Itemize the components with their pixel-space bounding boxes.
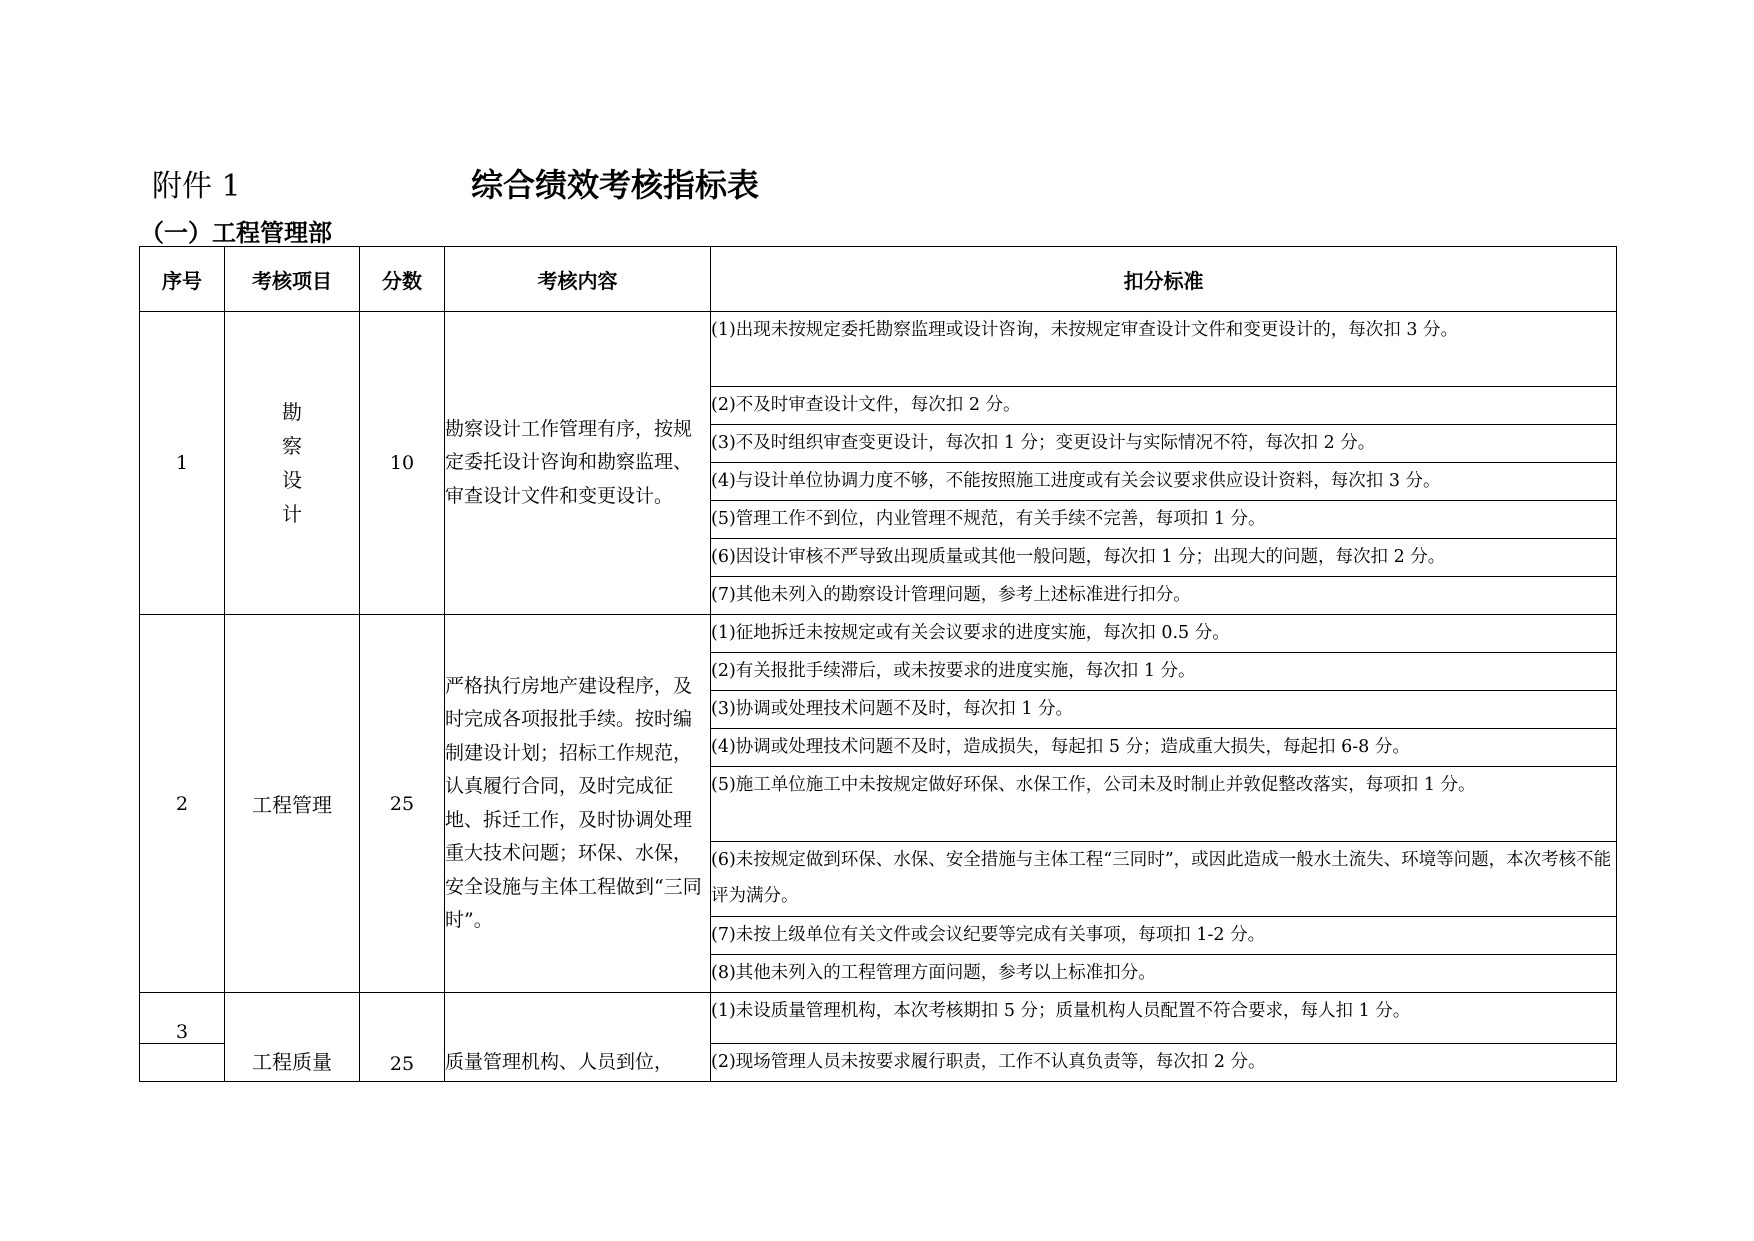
- header-seq: 序号: [140, 247, 225, 312]
- section-heading: （一）工程管理部: [140, 219, 332, 247]
- criteria-item: (3)协调或处理技术问题不及时，每次扣 1 分。: [711, 691, 1617, 729]
- criteria-item: (5)管理工作不到位，内业管理不规范，有关手续不完善，每项扣 1 分。: [711, 501, 1617, 539]
- row-item-text: 勘察设计: [282, 400, 302, 526]
- row-item: [225, 312, 360, 615]
- table-row: [140, 993, 1617, 1044]
- header-score: 分数: [360, 247, 445, 312]
- criteria-item: (4)与设计单位协调力度不够，不能按照施工进度或有关会议要求供应设计资料，每次扣 3 分。: [711, 463, 1617, 501]
- criteria-item: (6)因设计审核不严导致出现质量或其他一般问题，每次扣 1 分；出现大的问题，每次扣 2 分。: [711, 539, 1617, 577]
- table-row: [140, 312, 1617, 387]
- attachment-label: 附件 1: [152, 169, 241, 204]
- criteria-item: (1)征地拆迁未按规定或有关会议要求的进度实施，每次扣 0.5 分。: [711, 615, 1617, 653]
- row-content: 勘察设计工作管理有序，按规定委托设计咨询和勘察监理、审查设计文件和变更设计。: [445, 312, 711, 615]
- criteria-item: (7)未按上级单位有关文件或会议纪要等完成有关事项，每项扣 1-2 分。: [711, 917, 1617, 955]
- criteria-item: (8)其他未列入的工程管理方面问题，参考以上标准扣分。: [711, 955, 1617, 993]
- header-content: 考核内容: [445, 247, 711, 312]
- header-item: 考核项目: [225, 247, 360, 312]
- criteria-item: (1)出现未按规定委托勘察监理或设计咨询，未按规定审查设计文件和变更设计的，每次扣 3 分。: [711, 312, 1617, 387]
- assessment-table: [139, 246, 1617, 1082]
- table-header-row: [140, 247, 1617, 312]
- criteria-item: (7)其他未列入的勘察设计管理问题，参考上述标准进行扣分。: [711, 577, 1617, 615]
- row-score: 10: [360, 312, 445, 615]
- page-title: 综合绩效考核指标表: [471, 166, 760, 204]
- row-seq: 3: [140, 993, 225, 1044]
- row-content: 严格执行房地产建设程序，及时完成各项报批手续。按时编制建设计划；招标工作规范，认真履行合同，及时完成征地、拆迁工作，及时协调处理重大技术问题；环保、水保，安全设施与主体工程做到“三同时”。: [445, 615, 711, 993]
- header-criteria: 扣分标准: [711, 247, 1617, 312]
- table-row: [140, 615, 1617, 653]
- row-seq: 2: [140, 615, 225, 993]
- criteria-item: (5)施工单位施工中未按规定做好环保、水保工作，公司未及时制止并敦促整改落实，每项扣 1 分。: [711, 767, 1617, 842]
- criteria-item: (3)不及时组织审查变更设计，每次扣 1 分；变更设计与实际情况不符，每次扣 2 分。: [711, 425, 1617, 463]
- row-score: 25: [360, 993, 445, 1082]
- row-score: 25: [360, 615, 445, 993]
- row-seq: 1: [140, 312, 225, 615]
- row-item: 工程管理: [225, 615, 360, 993]
- criteria-item: (2)现场管理人员未按要求履行职责，工作不认真负责等，每次扣 2 分。: [711, 1044, 1617, 1082]
- row-seq-cont: [140, 1044, 225, 1082]
- criteria-item: (4)协调或处理技术问题不及时，造成损失，每起扣 5 分；造成重大损失，每起扣 6-8 分。: [711, 729, 1617, 767]
- criteria-item: (2)有关报批手续滞后，或未按要求的进度实施，每次扣 1 分。: [711, 653, 1617, 691]
- criteria-item: (1)未设质量管理机构，本次考核期扣 5 分；质量机构人员配置不符合要求，每人扣 1 分。: [711, 993, 1617, 1044]
- row-content: 质量管理机构、人员到位，: [445, 993, 711, 1082]
- criteria-item: (2)不及时审查设计文件，每次扣 2 分。: [711, 387, 1617, 425]
- row-item: 工程质量: [225, 993, 360, 1082]
- criteria-item: (6)未按规定做到环保、水保、安全措施与主体工程“三同时”，或因此造成一般水土流失、环境等问题，本次考核不能评为满分。: [711, 842, 1617, 917]
